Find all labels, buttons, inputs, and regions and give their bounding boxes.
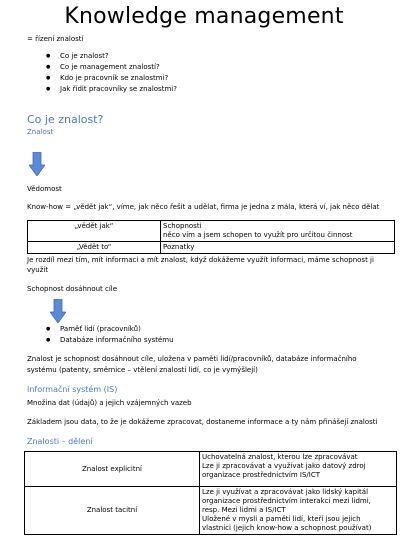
heading-informacni-system: Informační systém (IS): [27, 385, 118, 394]
cell-line: organizace prostřednictvím IS/ICT: [202, 471, 321, 479]
znalost-definition-line1: Znalost je schopnost dosáhnout cíle, uložena v paměti lidí/pracovníků, databáze informačního: [27, 355, 357, 363]
znalost-label: Znalost: [27, 128, 54, 136]
cell-line: Schopnosti: [163, 222, 202, 230]
list-item: ● Databáze informačního systému: [44, 335, 174, 346]
table-cell: Poznatky: [161, 242, 395, 254]
list-item: ● Co je znalost?: [44, 51, 177, 62]
know-how-text: Know-how = „vědět jak“, víme, jak něco řešit a udělat, firma je jedna z mála, která ví, jak něco dělat: [27, 203, 380, 211]
cell-line: vlastníci (jejich know-how a schopnost používat): [202, 524, 372, 532]
subtitle: = řízení znalostí: [27, 35, 84, 43]
list-item: ● Co je management znalostí?: [44, 62, 177, 73]
zaklad-text: Základem jsou data, to že je dokážeme zpracovat, dostaneme informace a ty nám přinášejí znalosti: [27, 418, 378, 426]
table-row: [28, 242, 395, 254]
list-item: ● Kdo je pracovník se znalostmi?: [44, 73, 177, 84]
down-arrow-icon: [29, 152, 45, 176]
heading-znalosti-deleni: Znalosti – dělení: [27, 437, 93, 446]
knowledge-table: [27, 220, 395, 254]
table-row: [25, 487, 397, 535]
cell-line: něco vím a jsem schopen to využít pro určitou činnost: [163, 231, 353, 239]
cell-line: Uchovatelná znalost, kterou lze zpracovávat: [202, 453, 358, 461]
table-cell: [161, 221, 395, 242]
cell-line: Lze ji zpracovávat a využívat jako datový zdroj: [202, 462, 366, 470]
heading-co-je-znalost: Co je znalost?: [27, 113, 104, 126]
down-arrow-icon: [50, 299, 66, 323]
cell-line: Uložené v mysli a paměti lidí, kteří jsou jejich: [202, 515, 361, 523]
cell-line: organizace prostřednictvím interakcí mezi lidmi,: [202, 497, 371, 505]
knowledge-types-table: [24, 451, 397, 535]
rozdil-text-line1: Je rozdíl mezi tím, mít informaci a mít znalost, když dokážeme využít informaci, máme schopnost ji: [27, 256, 374, 264]
table-cell: Znalost tacitní: [25, 487, 200, 535]
znalost-definition-line2: systému (patenty, směrnice – vtělení znalostí lidí, co je vymýšlejí): [27, 366, 258, 374]
schopnost-cile-label: Schopnost dosáhnout cíle: [27, 285, 118, 293]
table-row: [25, 452, 397, 487]
list-item: ● Paměť lidí (pracovníků): [44, 324, 174, 335]
table-cell: Znalost explicitní: [25, 452, 200, 487]
vedomost-label: Vědomost: [27, 185, 62, 193]
cile-bullet-list: [44, 324, 174, 346]
table-cell: [200, 452, 397, 487]
rozdil-text-line2: využít: [27, 266, 49, 274]
list-item: ● Jak řídit pracovníky se znalostmi?: [44, 84, 177, 95]
table-cell: „vědět jak“: [28, 221, 161, 242]
table-cell: [200, 487, 397, 535]
intro-bullet-list: [44, 51, 177, 95]
page-title: Knowledge management: [64, 4, 344, 29]
table-cell: „Vědět to“: [28, 242, 161, 254]
cell-line: Lze ji využívat a zpracovávat jako lidský kapitál: [202, 488, 369, 496]
cell-line: resp. Mezi lidmi a IS/ICT: [202, 506, 286, 514]
mnozina-text: Množina dat (údajů) a jejich vzájemných vazeb: [27, 399, 192, 407]
table-row: [28, 221, 395, 242]
